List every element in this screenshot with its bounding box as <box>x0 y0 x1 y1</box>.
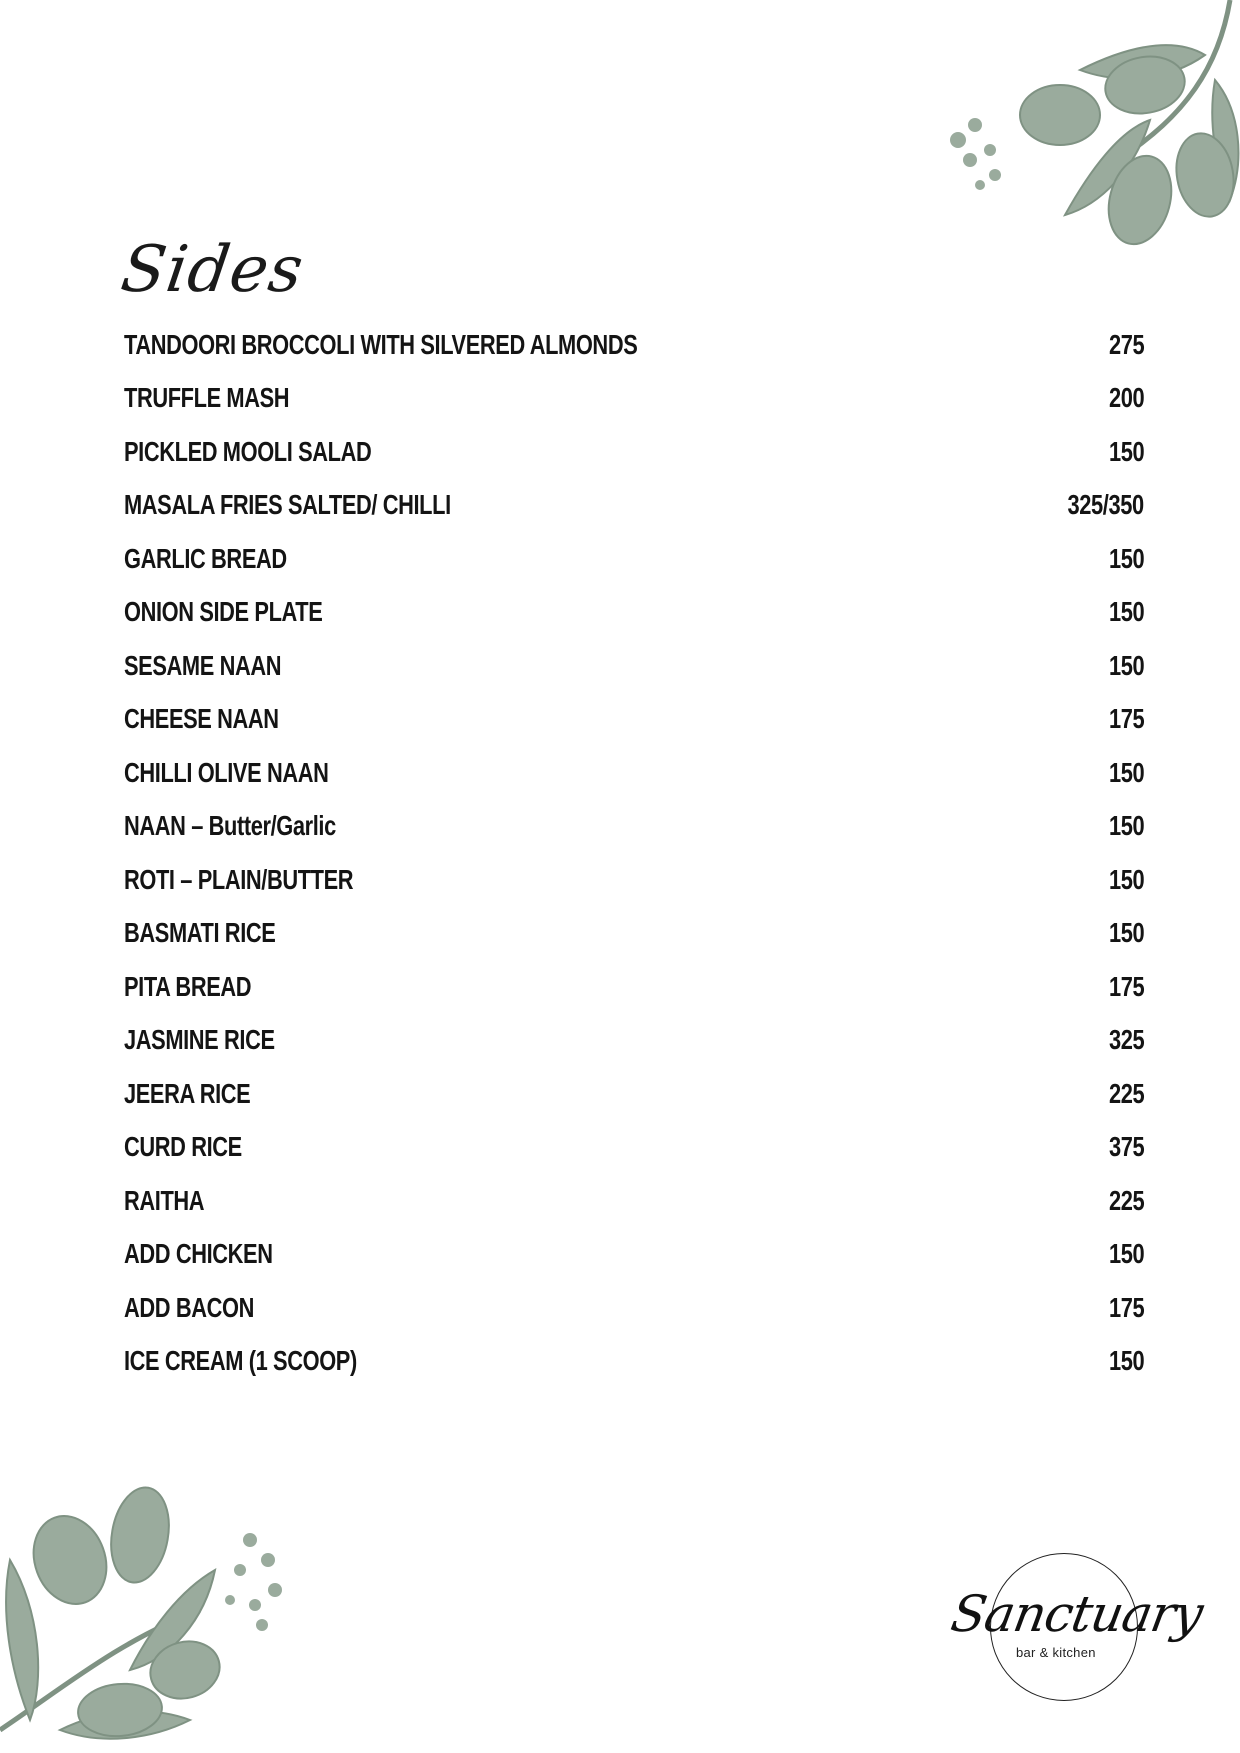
menu-item <box>124 586 1144 640</box>
menu-item <box>124 1121 1144 1175</box>
logo-subtitle: bar & kitchen <box>1016 1645 1096 1660</box>
item-name: CHILLI OLIVE NAAN <box>124 756 329 788</box>
item-name: JEERA RICE <box>124 1077 251 1109</box>
item-price: 225 <box>1108 1077 1144 1109</box>
item-name: TANDOORI BROCCOLI WITH SILVERED ALMONDS <box>124 328 638 360</box>
item-price: 325 <box>1108 1024 1144 1056</box>
item-name: ONION SIDE PLATE <box>124 596 323 628</box>
item-name: MASALA FRIES SALTED/ CHILLI <box>124 489 451 521</box>
item-name: PICKLED MOOLI SALAD <box>124 435 372 467</box>
item-price: 150 <box>1108 435 1144 467</box>
item-price: 175 <box>1108 703 1144 735</box>
olive-branch-bottom-icon <box>0 1480 300 1753</box>
menu-item <box>124 639 1144 693</box>
item-price: 150 <box>1108 649 1144 681</box>
item-price: 225 <box>1108 1184 1144 1216</box>
menu-item <box>124 853 1144 907</box>
item-name: TRUFFLE MASH <box>124 382 290 414</box>
menu-item <box>124 960 1144 1014</box>
item-price: 200 <box>1108 382 1144 414</box>
menu-item <box>124 1174 1144 1228</box>
item-price: 150 <box>1108 1238 1144 1270</box>
item-price: 175 <box>1108 1291 1144 1323</box>
item-name: NAAN – Butter/Garlic <box>124 810 336 842</box>
item-price: 150 <box>1108 863 1144 895</box>
menu-item <box>124 1014 1144 1068</box>
menu-item <box>124 532 1144 586</box>
item-name: CURD RICE <box>124 1131 242 1163</box>
item-price: 150 <box>1108 917 1144 949</box>
menu-item <box>124 693 1144 747</box>
item-name: CHEESE NAAN <box>124 703 279 735</box>
page-title: Sides <box>116 232 309 307</box>
item-price: 150 <box>1108 596 1144 628</box>
item-name: ROTI – PLAIN/BUTTER <box>124 863 354 895</box>
item-name: BASMATI RICE <box>124 917 276 949</box>
olive-branch-top-icon <box>950 0 1240 270</box>
item-price: 150 <box>1108 810 1144 842</box>
menu-item <box>124 1281 1144 1335</box>
item-name: RAITHA <box>124 1184 205 1216</box>
item-name: ICE CREAM (1 SCOOP) <box>124 1345 357 1377</box>
item-name: GARLIC BREAD <box>124 542 287 574</box>
item-price: 325/350 <box>1067 489 1144 521</box>
item-price: 275 <box>1108 328 1144 360</box>
menu-item <box>124 372 1144 426</box>
item-name: SESAME NAAN <box>124 649 282 681</box>
menu-item <box>124 479 1144 533</box>
menu-list <box>124 318 1144 1388</box>
item-price: 150 <box>1108 756 1144 788</box>
menu-item <box>124 800 1144 854</box>
menu-item <box>124 746 1144 800</box>
menu-item <box>124 1067 1144 1121</box>
item-price: 150 <box>1108 542 1144 574</box>
logo-script-text: Sanctuary <box>946 1585 1207 1643</box>
menu-item <box>124 318 1144 372</box>
menu-item <box>124 425 1144 479</box>
item-name: ADD CHICKEN <box>124 1238 273 1270</box>
menu-item <box>124 907 1144 961</box>
brand-logo <box>946 1545 1207 1705</box>
item-price: 375 <box>1108 1131 1144 1163</box>
menu-item <box>124 1228 1144 1282</box>
item-price: 150 <box>1108 1345 1144 1377</box>
item-name: PITA BREAD <box>124 970 252 1002</box>
item-name: JASMINE RICE <box>124 1024 275 1056</box>
item-name: ADD BACON <box>124 1291 254 1323</box>
menu-item <box>124 1335 1144 1389</box>
item-price: 175 <box>1108 970 1144 1002</box>
